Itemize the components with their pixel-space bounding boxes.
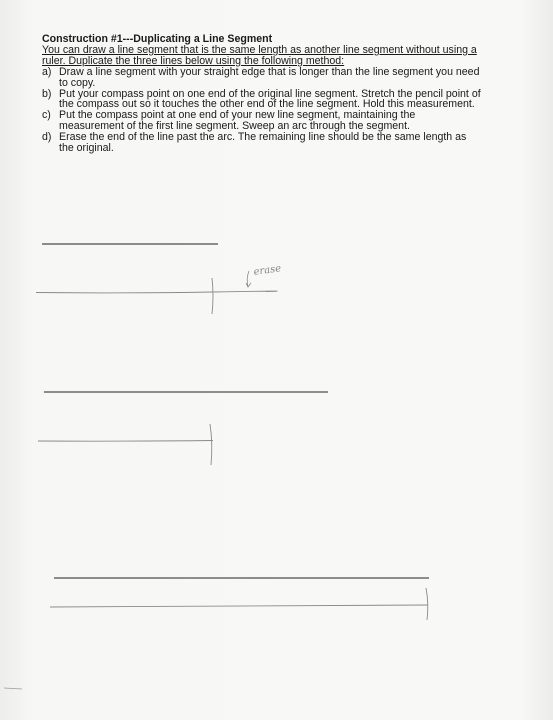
- compass-arc-2: [210, 424, 212, 465]
- copied-segment-1: [36, 291, 277, 293]
- step-b-marker: b): [42, 87, 52, 100]
- step-d-marker: d): [42, 131, 52, 144]
- erase-note: erase: [252, 263, 282, 278]
- worksheet-intro: You can draw a line segment that is the same length as another line segment without using a ruler. Duplicate the three lines below using the following method:: [42, 43, 477, 67]
- stray-pencil-mark: [4, 688, 22, 689]
- step-c-marker: c): [42, 109, 51, 122]
- compass-arc-3: [426, 588, 428, 620]
- step-a-text: Draw a line segment with your straight edge that is longer than the line segment you need to copy.: [59, 65, 480, 89]
- worksheet-title: Construction #1---Duplicating a Line Segment: [42, 33, 273, 45]
- step-d-text: Erase the end of the line past the arc. The remaining line should be the same length as the original.: [59, 131, 467, 155]
- copied-segment-3: [50, 605, 428, 607]
- copied-segment-2: [38, 441, 213, 442]
- erase-arrow: [246, 271, 251, 287]
- step-c-text: Put the compass point at one end of your new line segment, maintaining the measurement of the first line segment. Sweep an arc through the segment.: [59, 109, 416, 133]
- step-b-text: Put your compass point on one end of the original line segment. Stretch the pencil point of the compass out so it touches the other end of the line segment. Hold this measurement.: [59, 87, 481, 111]
- compass-arc-1: [212, 278, 213, 314]
- step-a-marker: a): [42, 65, 52, 78]
